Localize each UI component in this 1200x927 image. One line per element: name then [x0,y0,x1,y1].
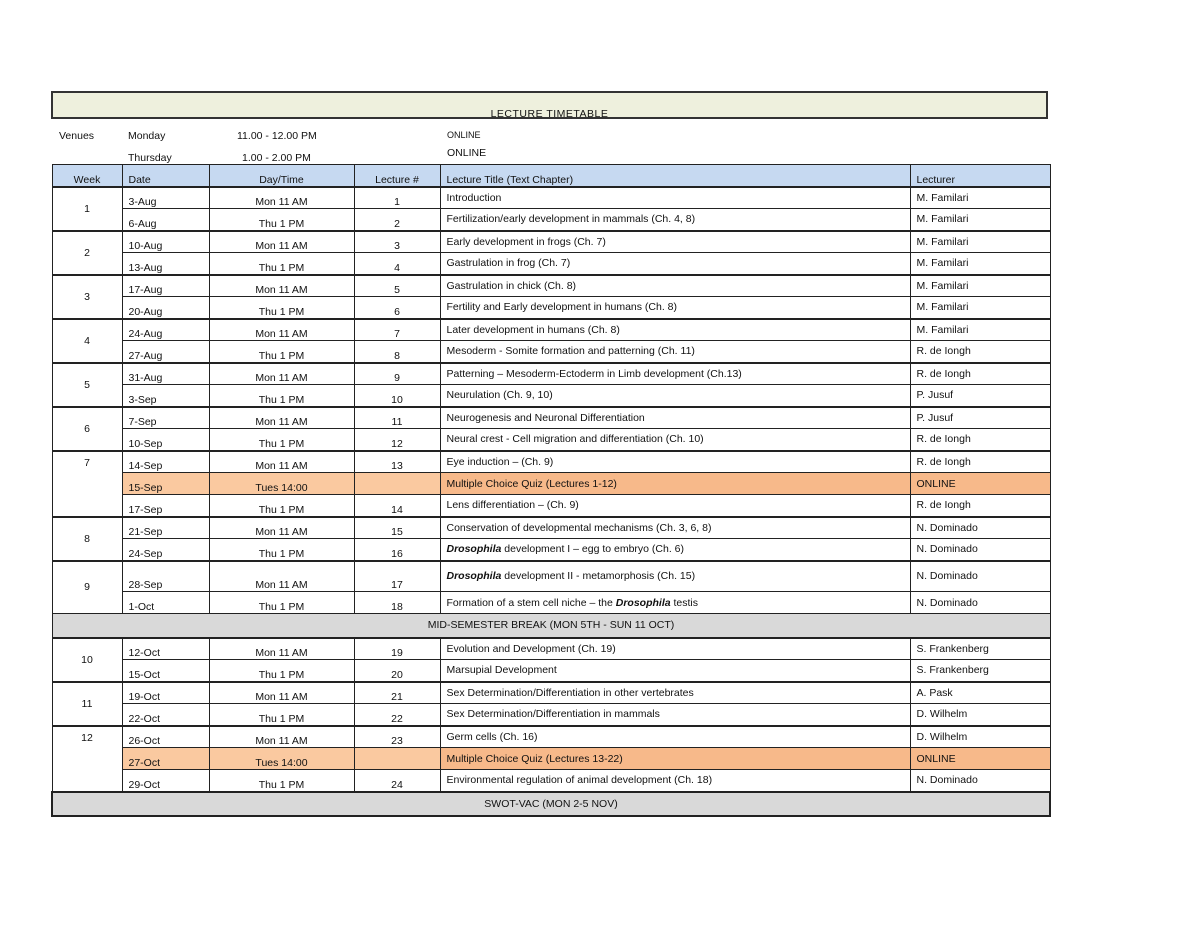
lecture-number-cell: 8 [354,341,440,363]
lecture-number-cell: 3 [354,231,440,253]
lecture-number-cell: 7 [354,319,440,341]
lecture-title-cell: Fertilization/early development in mammals (Ch. 4, 8) [440,209,910,231]
lecturer-cell: M. Familari [910,187,1050,209]
lecture-title-cell: Sex Determination/Differentiation in mammals [440,704,910,726]
venue-time-thursday: 1.00 - 2.00 PM [242,152,311,164]
lecture-title-cell: Multiple Choice Quiz (Lectures 13-22) [440,748,910,770]
date-cell: 10-Aug [122,231,209,253]
lecturer-cell: D. Wilhelm [910,704,1050,726]
venue-location-thursday: ONLINE [447,147,487,159]
table-row [52,704,1050,726]
daytime-cell: Thu 1 PM [209,253,354,275]
lecture-title-cell: Neurulation (Ch. 9, 10) [440,385,910,407]
lecture-number-cell: 15 [354,517,440,539]
lecture-title-rest: development I – egg to embryo (Ch. 6) [501,543,685,556]
table-row [52,341,1050,363]
daytime-cell: Mon 11 AM [209,517,354,539]
venue-day-thursday: Thursday [128,152,172,164]
daytime-cell: Mon 11 AM [209,682,354,704]
week-cell: 2 [52,231,122,275]
week-cell: 3 [52,275,122,319]
daytime-cell: Thu 1 PM [209,495,354,517]
header-lecture-title: Lecture Title (Text Chapter) [440,165,910,187]
lecture-title-cell: Fertility and Early development in humans (Ch. 8) [440,297,910,319]
lecture-number-cell: 22 [354,704,440,726]
daytime-cell: Thu 1 PM [209,592,354,614]
lecture-number-cell [354,748,440,770]
table-row [52,517,1050,539]
lecture-number-cell: 24 [354,770,440,792]
lecture-title-cell: Conservation of developmental mechanisms (Ch. 3, 6, 8) [440,517,910,539]
week-cell: 1 [52,187,122,231]
date-cell: 15-Oct [122,660,209,682]
lecture-number-cell: 2 [354,209,440,231]
lecturer-cell: R. de Iongh [910,495,1050,517]
date-cell: 13-Aug [122,253,209,275]
daytime-cell: Thu 1 PM [209,770,354,792]
lecture-title-cell [440,539,910,561]
week-cell: 9 [52,561,122,614]
lecture-number-cell: 1 [354,187,440,209]
lecture-number-cell: 12 [354,429,440,451]
date-cell: 21-Sep [122,517,209,539]
lecture-number-cell: 13 [354,451,440,473]
lecturer-cell: N. Dominado [910,539,1050,561]
lecture-title-cell: Environmental regulation of animal development (Ch. 18) [440,770,910,792]
daytime-cell: Mon 11 AM [209,231,354,253]
lecturer-cell: R. de Iongh [910,363,1050,385]
lecture-number-cell: 10 [354,385,440,407]
table-row [52,385,1050,407]
lecture-title-cell [440,592,910,614]
lecture-title-cell: Neural crest - Cell migration and differentiation (Ch. 10) [440,429,910,451]
lecture-title-rest: testis [670,596,699,609]
quiz-row [52,748,1050,770]
date-cell: 12-Oct [122,638,209,660]
daytime-cell: Thu 1 PM [209,539,354,561]
daytime-cell: Mon 11 AM [209,726,354,748]
date-cell: 7-Sep [122,407,209,429]
lecture-title-cell: Neurogenesis and Neuronal Differentiation [440,407,910,429]
daytime-cell: Mon 11 AM [209,187,354,209]
header-lecture-number: Lecture # [354,165,440,187]
lecture-number-cell: 20 [354,660,440,682]
daytime-cell: Tues 14:00 [209,473,354,495]
table-row [52,451,1050,473]
header-date: Date [122,165,209,187]
lecturer-cell: M. Familari [910,275,1050,297]
timetable-table [51,164,1051,817]
table-row [52,539,1050,561]
lecturer-cell: D. Wilhelm [910,726,1050,748]
date-cell: 14-Sep [122,451,209,473]
lecture-title-cell: Introduction [440,187,910,209]
date-cell: 6-Aug [122,209,209,231]
lecturer-cell: S. Frankenberg [910,638,1050,660]
lecture-number-cell: 9 [354,363,440,385]
daytime-cell: Thu 1 PM [209,209,354,231]
lecture-number-cell: 4 [354,253,440,275]
date-cell: 27-Oct [122,748,209,770]
lecture-title-rest: development II - metamorphosis (Ch. 15) [501,570,696,583]
quiz-row [52,473,1050,495]
daytime-cell: Mon 11 AM [209,638,354,660]
venues-label: Venues [59,130,95,142]
lecturer-cell: N. Dominado [910,592,1050,614]
date-cell: 17-Sep [122,495,209,517]
daytime-cell: Thu 1 PM [209,297,354,319]
table-row [52,187,1050,209]
table-row [52,682,1050,704]
lecture-number-cell: 6 [354,297,440,319]
lecture-number-cell: 21 [354,682,440,704]
lecture-title-cell: Early development in frogs (Ch. 7) [440,231,910,253]
lecturer-cell: R. de Iongh [910,451,1050,473]
lecture-title-cell: Gastrulation in frog (Ch. 7) [440,253,910,275]
date-cell: 19-Oct [122,682,209,704]
table-row [52,297,1050,319]
week-cell: 4 [52,319,122,363]
lecture-number-cell: 14 [354,495,440,517]
daytime-cell: Thu 1 PM [209,429,354,451]
lecture-title-cell: Mesoderm - Somite formation and patterning (Ch. 11) [440,341,910,363]
header-week: Week [52,165,122,187]
lecture-title-cell: Eye induction – (Ch. 9) [440,451,910,473]
lecturer-cell: M. Familari [910,319,1050,341]
table-row [52,231,1050,253]
date-cell: 28-Sep [122,561,209,592]
daytime-cell: Mon 11 AM [209,363,354,385]
venue-location-monday: ONLINE [447,130,481,140]
daytime-cell: Thu 1 PM [209,385,354,407]
week-cell: 7 [52,451,122,517]
lecturer-cell: M. Familari [910,231,1050,253]
swot-vac-label: SWOT-VAC (MON 2-5 NOV) [52,792,1050,816]
drosophila-emphasis: Drosophila [615,596,671,609]
lecturer-cell: ONLINE [910,748,1050,770]
date-cell: 24-Aug [122,319,209,341]
table-row [52,209,1050,231]
daytime-cell: Thu 1 PM [209,704,354,726]
week-cell: 8 [52,517,122,561]
table-row [52,592,1050,614]
date-cell: 15-Sep [122,473,209,495]
lecturer-cell: N. Dominado [910,770,1050,792]
table-row [52,363,1050,385]
timetable-title: LECTURE TIMETABLE [51,91,1048,119]
lecture-number-cell: 23 [354,726,440,748]
lecturer-cell: M. Familari [910,209,1050,231]
lecture-title-cell: Gastrulation in chick (Ch. 8) [440,275,910,297]
date-cell: 3-Aug [122,187,209,209]
lecturer-cell: N. Dominado [910,517,1050,539]
mid-semester-break-label: MID-SEMESTER BREAK (MON 5TH - SUN 11 OCT) [52,614,1050,638]
daytime-cell: Mon 11 AM [209,319,354,341]
lecturer-cell: P. Jusuf [910,407,1050,429]
date-cell: 31-Aug [122,363,209,385]
table-row [52,770,1050,792]
lecture-title-cell: Marsupial Development [440,660,910,682]
table-row [52,726,1050,748]
daytime-cell: Thu 1 PM [209,660,354,682]
lecture-title-cell: Sex Determination/Differentiation in other vertebrates [440,682,910,704]
week-cell: 12 [52,726,122,792]
lecture-number-cell: 5 [354,275,440,297]
table-row [52,407,1050,429]
lecture-number-cell [354,473,440,495]
table-row [52,495,1050,517]
lecture-title-cell: Later development in humans (Ch. 8) [440,319,910,341]
date-cell: 1-Oct [122,592,209,614]
table-row [52,561,1050,592]
venue-day-monday: Monday [128,130,166,142]
lecturer-cell: R. de Iongh [910,341,1050,363]
date-cell: 27-Aug [122,341,209,363]
date-cell: 10-Sep [122,429,209,451]
date-cell: 26-Oct [122,726,209,748]
table-row [52,429,1050,451]
week-cell: 11 [52,682,122,726]
lecturer-cell: A. Pask [910,682,1050,704]
lecture-number-cell: 16 [354,539,440,561]
date-cell: 20-Aug [122,297,209,319]
timetable-grid [51,164,1049,817]
lecture-number-cell: 11 [354,407,440,429]
week-cell: 10 [52,638,122,682]
date-cell: 22-Oct [122,704,209,726]
lecture-title-cell: Evolution and Development (Ch. 19) [440,638,910,660]
venues-section [51,122,1049,164]
lecture-title-cell: Germ cells (Ch. 16) [440,726,910,748]
table-row [52,275,1050,297]
table-row [52,253,1050,275]
week-cell: 6 [52,407,122,451]
lecture-number-cell: 17 [354,561,440,592]
week-cell: 5 [52,363,122,407]
drosophila-emphasis: Drosophila [446,570,502,583]
lecture-number-cell: 19 [354,638,440,660]
mid-semester-break-row [52,614,1050,638]
lecturer-cell: M. Familari [910,253,1050,275]
lecturer-cell: N. Dominado [910,561,1050,592]
date-cell: 17-Aug [122,275,209,297]
header-daytime: Day/Time [209,165,354,187]
venue-time-monday: 11.00 - 12.00 PM [237,130,317,142]
daytime-cell: Mon 11 AM [209,407,354,429]
swot-vac-row [52,792,1050,816]
table-row [52,660,1050,682]
lecture-title-cell: Multiple Choice Quiz (Lectures 1-12) [440,473,910,495]
lecturer-cell: M. Familari [910,297,1050,319]
daytime-cell: Mon 11 AM [209,275,354,297]
lecturer-cell: ONLINE [910,473,1050,495]
lecture-title-cell: Lens differentiation – (Ch. 9) [440,495,910,517]
lecture-number-cell: 18 [354,592,440,614]
lecture-title-cell: Patterning – Mesoderm-Ectoderm in Limb development (Ch.13) [440,363,910,385]
date-cell: 29-Oct [122,770,209,792]
lecturer-cell: R. de Iongh [910,429,1050,451]
table-row [52,638,1050,660]
header-row [52,165,1050,187]
date-cell: 24-Sep [122,539,209,561]
daytime-cell: Tues 14:00 [209,748,354,770]
daytime-cell: Thu 1 PM [209,341,354,363]
lecture-title-prefix: Formation of a stem cell niche – the [446,596,616,609]
daytime-cell: Mon 11 AM [209,451,354,473]
table-row [52,319,1050,341]
date-cell: 3-Sep [122,385,209,407]
drosophila-emphasis: Drosophila [446,543,502,556]
lecturer-cell: S. Frankenberg [910,660,1050,682]
daytime-cell: Mon 11 AM [209,561,354,592]
header-lecturer: Lecturer [910,165,1050,187]
lecturer-cell: P. Jusuf [910,385,1050,407]
lecture-title-cell [440,561,910,592]
